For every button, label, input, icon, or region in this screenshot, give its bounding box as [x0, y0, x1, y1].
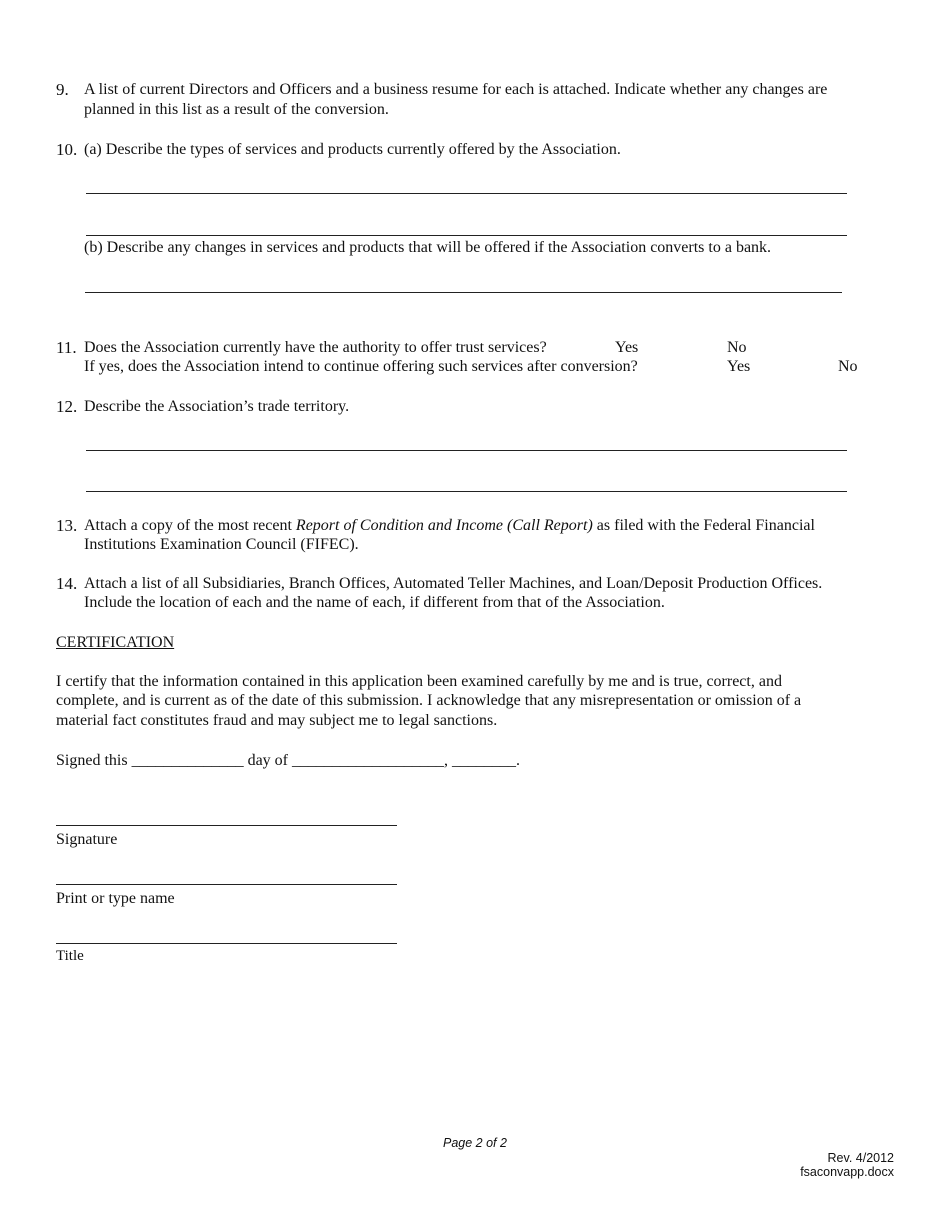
- q13-text-line1: [84, 516, 815, 535]
- q11-no-option-2[interactable]: No: [838, 358, 858, 375]
- file-name: fsaconvapp.docx: [800, 1165, 894, 1179]
- signed-date-line[interactable]: Signed this ______________ day of ___________________, ________.: [56, 752, 520, 769]
- q12-answer-line-1[interactable]: [86, 450, 847, 451]
- q14-text-line2: Include the location of each and the name of each, if different from that of the Association.: [84, 594, 665, 611]
- revision-date: Rev. 4/2012: [827, 1151, 894, 1165]
- q10b-text: (b) Describe any changes in services and products that will be offered if the Association converts to a bank.: [84, 239, 772, 256]
- page-number: Page 2 of 2: [443, 1136, 507, 1150]
- q9-number: 9.: [56, 80, 69, 99]
- certification-heading: CERTIFICATION: [56, 634, 175, 651]
- q14-text-line1: Attach a list of all Subsidiaries, Branch Offices, Automated Teller Machines, and Loan/Deposit Production Offices.: [84, 575, 823, 592]
- title-label: Title: [56, 948, 84, 964]
- certification-text-line1: I certify that the information contained in this application been examined carefully by me and is true, correct, and: [56, 673, 782, 690]
- q13-text-post: as filed with the Federal Financial: [592, 517, 815, 534]
- q10-number: 10.: [56, 140, 78, 159]
- signature-line[interactable]: [56, 825, 397, 826]
- certification-text-line2: complete, and is current as of the date of this submission. I acknowledge that any misrepresentation or omission of a: [56, 692, 802, 709]
- q11-yes-option-2[interactable]: Yes: [727, 358, 751, 375]
- q11-text-line2: If yes, does the Association intend to continue offering such services after conversion?: [84, 358, 638, 375]
- q13-number: 13.: [56, 516, 78, 535]
- print-name-label: Print or type name: [56, 890, 175, 907]
- certification-text-line3: material fact constitutes fraud and may subject me to legal sanctions.: [56, 712, 498, 729]
- q12-text: Describe the Association’s trade territory.: [84, 398, 350, 415]
- title-line[interactable]: [56, 943, 397, 944]
- q12-answer-line-2[interactable]: [86, 491, 847, 492]
- q11-yes-option-1[interactable]: Yes: [615, 339, 639, 356]
- q9-text-line1: A list of current Directors and Officers and a business resume for each is attached. Indicate whether any changes are: [84, 81, 828, 98]
- q13-text-line2: Institutions Examination Council (FIFEC).: [84, 536, 359, 553]
- q10b-answer-line[interactable]: [85, 292, 842, 293]
- q11-text-line1: Does the Association currently have the authority to offer trust services?: [84, 339, 547, 356]
- q10a-answer-line-2[interactable]: [86, 235, 847, 236]
- q13-report-title: Report of Condition and Income (Call Report): [295, 517, 593, 534]
- q13-text-pre: Attach a copy of the most recent: [84, 517, 296, 534]
- q11-no-option-1[interactable]: No: [727, 339, 747, 356]
- q9-text-line2: planned in this list as a result of the conversion.: [84, 101, 389, 118]
- q12-number: 12.: [56, 397, 78, 416]
- q11-number: 11.: [56, 338, 77, 357]
- q14-number: 14.: [56, 574, 78, 593]
- q10a-text: (a) Describe the types of services and products currently offered by the Association.: [84, 141, 621, 158]
- signature-label: Signature: [56, 831, 118, 848]
- print-name-line[interactable]: [56, 884, 397, 885]
- q10a-answer-line-1[interactable]: [86, 193, 847, 194]
